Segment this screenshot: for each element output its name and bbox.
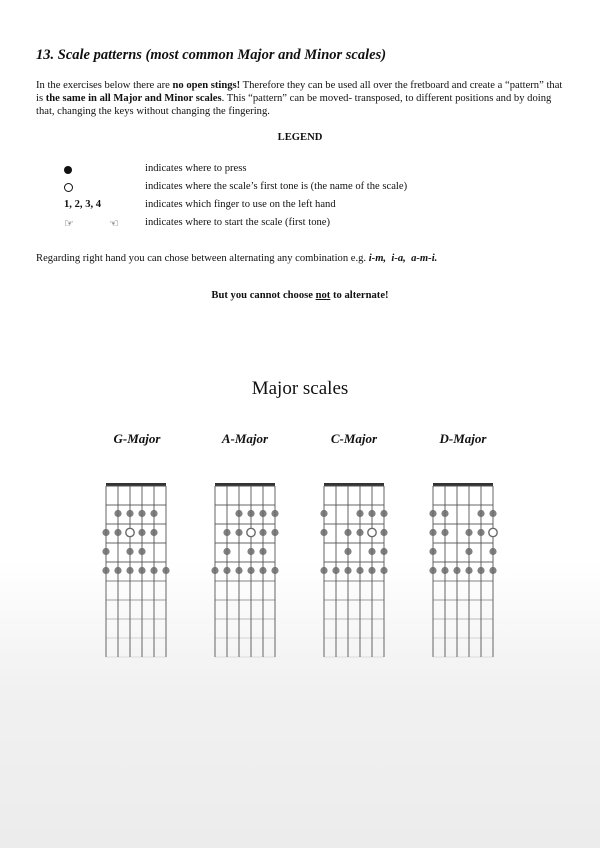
legend-title: LEGEND — [277, 132, 323, 143]
scale-name-a: A-Major — [221, 431, 269, 446]
intro-text: . This “pattern” can be moved- transposed, to different positions and by doing that, changing the keys without changing the fingering. — [36, 93, 552, 117]
combo-i-a: i-a, — [391, 253, 406, 264]
note-dot — [126, 567, 133, 574]
scale-name-c: C-Major — [330, 431, 378, 446]
legend-description: indicates where to press — [145, 163, 247, 174]
legend-row-first-tone — [64, 181, 564, 195]
note-dot — [429, 510, 436, 517]
legend-row-fingers — [64, 199, 564, 213]
scale-name-d: D-Major — [439, 431, 487, 446]
fretboard-grid — [102, 483, 169, 657]
note-dot — [477, 529, 484, 536]
section-heading: 13. Scale patterns (most common Major and Minor scales) — [36, 47, 387, 63]
note-dot — [380, 529, 387, 536]
note-dot — [356, 529, 363, 536]
note-dot — [223, 529, 230, 536]
note-dot — [344, 548, 351, 555]
note-dot — [223, 567, 230, 574]
note-dot — [368, 548, 375, 555]
note-dot — [102, 529, 109, 536]
note-dot — [320, 529, 327, 536]
note-dot — [380, 510, 387, 517]
note-dot — [320, 510, 327, 517]
note-dot — [235, 567, 242, 574]
note-dot — [344, 567, 351, 574]
note-dot — [489, 548, 496, 555]
fretboard-grid — [211, 483, 278, 657]
root-ring — [368, 528, 376, 536]
intro-emphasis-same-pattern: the same in all Major and Minor scales — [45, 93, 222, 104]
pointing-left-hand-icon: ☜ — [109, 217, 119, 230]
note-dot — [247, 548, 254, 555]
note-dot — [465, 567, 472, 574]
note-dot — [114, 567, 121, 574]
note-dot — [235, 510, 242, 517]
note-dot — [235, 529, 242, 536]
note-dot — [441, 529, 448, 536]
note-dot — [114, 529, 121, 536]
note-dot — [150, 529, 157, 536]
note-dot — [489, 510, 496, 517]
note-dot — [271, 510, 278, 517]
note-dot — [259, 548, 266, 555]
note-dot — [380, 548, 387, 555]
note-dot — [150, 510, 157, 517]
note-dot — [247, 567, 254, 574]
root-ring — [489, 528, 497, 536]
note-dot — [259, 529, 266, 536]
note-dot — [247, 510, 254, 517]
combo-a-m-i: a-m-i. — [411, 253, 438, 264]
note-dot — [380, 567, 387, 574]
note-dot — [465, 548, 472, 555]
legend-row-start — [64, 217, 564, 231]
note-dot — [429, 567, 436, 574]
intro-emphasis-open-strings: no open stings! — [172, 80, 241, 91]
intro-paragraph — [36, 79, 564, 118]
note-dot — [102, 548, 109, 555]
note-dot — [114, 510, 121, 517]
section-title: Major scales — [251, 378, 349, 399]
legend-row-press — [64, 163, 564, 177]
note-dot — [477, 567, 484, 574]
note-dot — [223, 548, 230, 555]
legend-description: indicates where to start the scale (first tone) — [145, 217, 331, 228]
scale-diagram-d — [405, 470, 515, 660]
ring-icon — [64, 181, 73, 192]
note-dot — [138, 510, 145, 517]
note-dot — [453, 567, 460, 574]
note-dot — [320, 567, 327, 574]
note-dot — [271, 529, 278, 536]
note-dot — [356, 510, 363, 517]
note-dot — [271, 567, 278, 574]
note-dot — [368, 510, 375, 517]
note-dot — [259, 510, 266, 517]
note-dot — [138, 567, 145, 574]
note-dot — [162, 567, 169, 574]
scale-diagram-c — [296, 470, 406, 660]
warning-note: But you cannot choose not to alternate! — [211, 290, 389, 301]
note-dot — [441, 567, 448, 574]
scale-diagram-g — [78, 470, 188, 660]
scale-diagram-a — [187, 470, 297, 660]
emphasis-not: not — [315, 290, 331, 301]
fretboard-grid — [320, 483, 387, 657]
note-dot — [429, 529, 436, 536]
intro-text: Therefore they can be used all over the fretboard and create a “pattern” that is — [36, 80, 563, 104]
note-dot — [429, 548, 436, 555]
note-dot — [102, 567, 109, 574]
note-dot — [465, 529, 472, 536]
right-hand-text: Regarding right hand you can chose between alternating any combination e.g. — [36, 253, 369, 264]
root-ring — [247, 528, 255, 536]
right-hand-note — [36, 253, 437, 264]
note-dot — [356, 567, 363, 574]
fretboard-grid — [429, 483, 497, 657]
root-ring — [126, 528, 134, 536]
combo-i-m: i-m, — [368, 253, 387, 264]
note-dot — [477, 510, 484, 517]
finger-numbers: 1, 2, 3, 4 — [64, 199, 102, 210]
note-dot — [211, 567, 218, 574]
legend-description: indicates which finger to use on the left hand — [145, 199, 336, 210]
note-dot — [332, 567, 339, 574]
filled-dot-icon — [64, 163, 72, 174]
scale-name-g: G-Major — [113, 431, 161, 446]
note-dot — [126, 510, 133, 517]
note-dot — [441, 510, 448, 517]
pointing-right-hand-icon: ☞ — [64, 217, 74, 230]
note-dot — [138, 548, 145, 555]
intro-text: In the exercises below there are — [36, 80, 173, 91]
note-dot — [259, 567, 266, 574]
note-dot — [126, 548, 133, 555]
legend-description: indicates where the scale’s first tone is (the name of the scale) — [145, 181, 408, 192]
note-dot — [344, 529, 351, 536]
note-dot — [150, 567, 157, 574]
note-dot — [138, 529, 145, 536]
note-dot — [489, 567, 496, 574]
note-dot — [368, 567, 375, 574]
